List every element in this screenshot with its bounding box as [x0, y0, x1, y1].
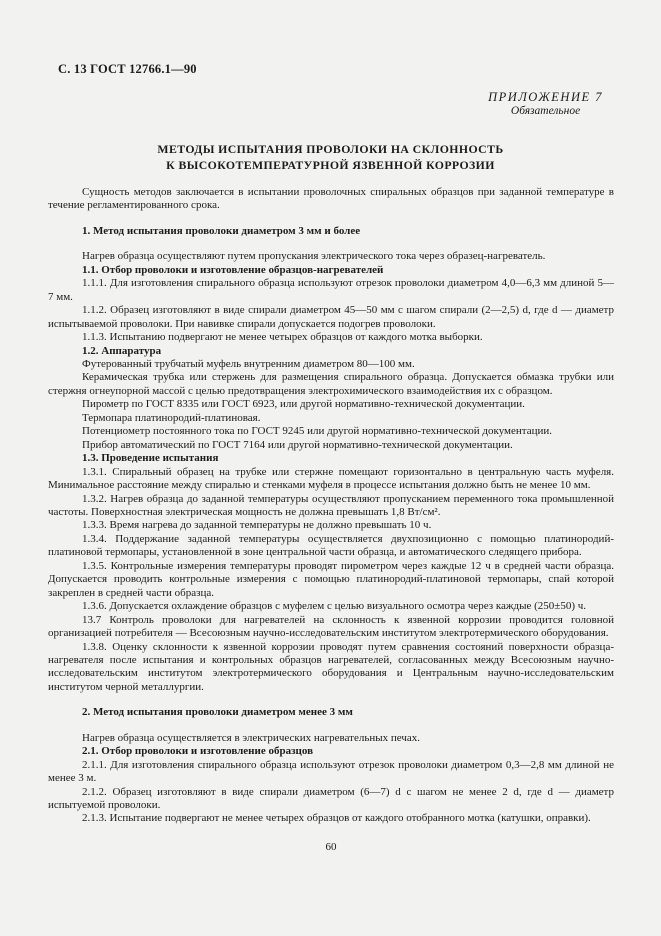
document-title [0, 142, 661, 173]
paragraph: 1.1.1. Для изготовления спирального образца используют отрезок проволоки диаметром 4,0—6,3 мм длиной 5—7 мм. [48, 277, 614, 303]
paragraph: 1.3.4. Поддержание заданной температуры осуществляется двухпозиционно с помощью платинородий-платиновой термопары, установленной в зоне центральной части образца, и автоматического следящего прибора. [48, 532, 614, 559]
appendix-block [488, 90, 603, 118]
document-title-line1: МЕТОДЫ ИСПЫТАНИЯ ПРОВОЛОКИ НА СКЛОННОСТЬ [157, 142, 504, 156]
paragraph: Керамическая трубка или стержень для размещения спирального образца. Допускается обмазка трубки или стержня огнеупорной массой с целью предотвращения электрохимического взаимодействия их с образцом. [48, 371, 614, 397]
paragraph: 1.1.3. Испытанию подвергают не менее четырех образцов от каждого мотка выборки. [82, 331, 483, 344]
paragraph: 2.1.2. Образец изготовляют в виде спирали диаметром (6—7) d с шагом не менее 2 d, где d — диаметр испытуемой проволоки. [48, 785, 614, 812]
paragraph: Термопара платинородий-платиновая. [82, 411, 261, 424]
paragraph: 1.1.2. Образец изготовляют в виде спирали диаметром 45—50 мм с шагом спирали (2—2,5) d, где d — диаметр испытываемой проволоки. При навивке спирали допускается подогрев проволоки. [48, 304, 614, 330]
paragraph: 2.1.3. Испытание подвергают не менее четырех образцов от каждого отобранного мотка (катушки, оправки). [82, 812, 591, 825]
section-heading: 1. Метод испытания проволоки диаметром 3 мм и более [82, 224, 361, 237]
paragraph: Нагрев образца осуществляют путем пропускания электрического тока через образец-нагреватель. [82, 250, 546, 263]
appendix-label: ПРИЛОЖЕНИЕ 7 [488, 90, 603, 104]
page-number: 60 [325, 840, 337, 853]
paragraph: 1.3.2. Нагрев образца до заданной температуры осуществляют пропусканием переменного тока промышленной частоты. Поверхностная электрическая мощность не должна превышать 1,8 Вт/см². [48, 492, 614, 518]
running-header: С. 13 ГОСТ 12766.1—90 [58, 62, 197, 76]
paragraph: Нагрев образца осуществляется в электрических нагревательных печах. [82, 731, 421, 744]
appendix-type: Обязательное [510, 105, 581, 117]
paragraph: 1.3.8. Оценку склонности к язвенной коррозии проводят путем сравнения состояний поверхности образца-нагревателя после испытания и контрольных образцов нагревателей, согласованных между Всесоюзным научно-исследовательским институтом электротермического оборудования и Центральным научно-исследовательским институтом черной металлургии. [48, 640, 614, 693]
paragraph: 1.3.5. Контрольные измерения температуры проводят пирометром через каждые 12 ч в средней части образца. Допускается проводить контрольные измерения с помощью платинородий-платиновой термопары, спай которой закреплен в средней части образца. [48, 559, 614, 599]
subsection-heading: 1.1. Отбор проволоки и изготовление образцов-нагревателей [82, 263, 384, 276]
paragraph: 1.3.1. Спиральный образец на трубке или стержне помещают горизонтально в центральную часть муфеля. Минимальное расстояние между спиралью и стенками муфеля в процессе испытания должно быть не менее 10 мм. [48, 465, 614, 492]
subsection-heading: 1.2. Аппаратура [82, 344, 162, 357]
paragraph: 1.3.6. Допускается охлаждение образцов с муфелем с целью визуального осмотра через каждые (250±50) ч. [82, 600, 587, 613]
paragraph: 1.3.3. Время нагрева до заданной температуры не должно превышать 10 ч. [82, 519, 432, 532]
paragraph: 2.1.1. Для изготовления спирального образца используют отрезок проволоки диаметром 0,3—2,8 мм длиной не менее 3 м. [48, 758, 614, 785]
paragraph: Сущность методов заключается в испытании проволочных спиральных образцов при заданной температуре в течение регламентированного срока. [48, 186, 614, 212]
document-body [48, 186, 614, 853]
subsection-heading: 1.3. Проведение испытания [82, 452, 219, 465]
paragraph: Прибор автоматический по ГОСТ 7164 или другой нормативно-технической документации. [82, 438, 513, 451]
section-heading: 2. Метод испытания проволоки диаметром менее 3 мм [82, 706, 353, 719]
paragraph: Потенциометр постоянного тока по ГОСТ 9245 или другой нормативно-технической документации. [82, 425, 553, 438]
paragraph: Футерованный трубчатый муфель внутренним диаметром 80—100 мм. [82, 357, 415, 370]
paragraph: Пирометр по ГОСТ 8335 или ГОСТ 6923, или другой нормативно-технической документации. [82, 398, 525, 411]
subsection-heading: 2.1. Отбор проволоки и изготовление образцов [82, 745, 314, 758]
paragraph: 13.7 Контроль проволоки для нагревателей на склонность к язвенной коррозии проводится головной организацией потребителя — Всесоюзным научно-исследовательским институтом электротермического оборудования. [48, 613, 614, 640]
document-title-line2: К ВЫСОКОТЕМПЕРАТУРНОЙ ЯЗВЕННОЙ КОРРОЗИИ [166, 157, 495, 172]
